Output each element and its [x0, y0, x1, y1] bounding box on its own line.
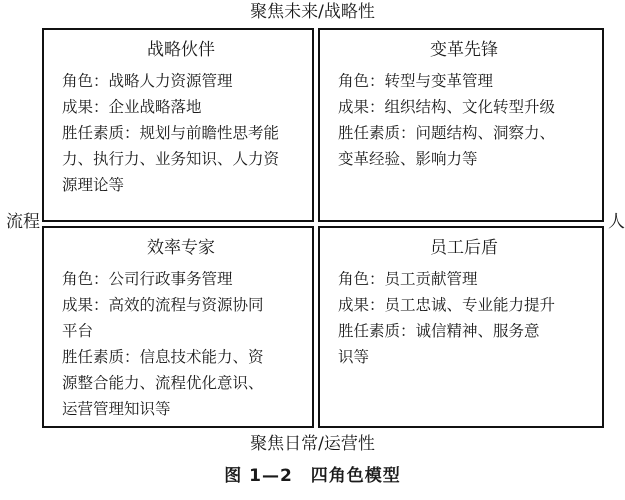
quadrant-line: 源整合能力、流程优化意识、 [62, 374, 264, 392]
axis-label-top: 聚焦未来/战略性 [250, 2, 375, 22]
axis-label-right: 人 [608, 212, 625, 232]
quadrant-line: 成果：高效的流程与资源协同 [62, 296, 264, 314]
quadrant-line: 胜任素质：问题结构、洞察力、 [338, 124, 556, 142]
quadrant-strategic-partner [42, 28, 314, 222]
quadrant-title: 战略伙伴 [147, 40, 215, 60]
quadrant-line: 平台 [62, 322, 94, 340]
quadrant-efficiency-expert [42, 226, 314, 428]
quadrant-line: 运营管理知识等 [62, 400, 171, 418]
quadrant-line: 力、执行力、业务知识、人力资 [62, 150, 280, 168]
quadrant-line: 成果：员工忠诚、专业能力提升 [338, 296, 556, 314]
quadrant-line: 角色：员工贡献管理 [338, 270, 478, 288]
quadrant-line: 源理论等 [62, 176, 125, 194]
quadrant-line: 胜任素质：诚信精神、服务意 [338, 322, 540, 340]
quadrant-line: 成果：企业战略落地 [62, 98, 202, 116]
quadrant-line: 变革经验、影响力等 [338, 150, 478, 168]
quadrant-line: 胜任素质：规划与前瞻性思考能 [62, 124, 280, 142]
quadrant-line: 角色：战略人力资源管理 [62, 72, 233, 90]
figure-caption: 图 1—2 四角色模型 [224, 466, 401, 486]
quadrant-line: 角色：转型与变革管理 [338, 72, 494, 90]
axis-label-left: 流程 [6, 212, 40, 232]
axis-label-bottom: 聚焦日常/运营性 [250, 434, 375, 454]
quadrant-line: 角色：公司行政事务管理 [62, 270, 233, 288]
quadrant-line: 成果：组织结构、文化转型升级 [338, 98, 556, 116]
quadrant-title: 员工后盾 [430, 238, 498, 258]
quadrant-line: 胜任素质：信息技术能力、资 [62, 348, 264, 366]
quadrant-title: 变革先锋 [430, 40, 498, 60]
quadrant-employee-champion [318, 226, 604, 428]
quadrant-line: 识等 [338, 348, 370, 366]
quadrant-title: 效率专家 [147, 238, 215, 258]
quadrant-change-agent [318, 28, 604, 222]
